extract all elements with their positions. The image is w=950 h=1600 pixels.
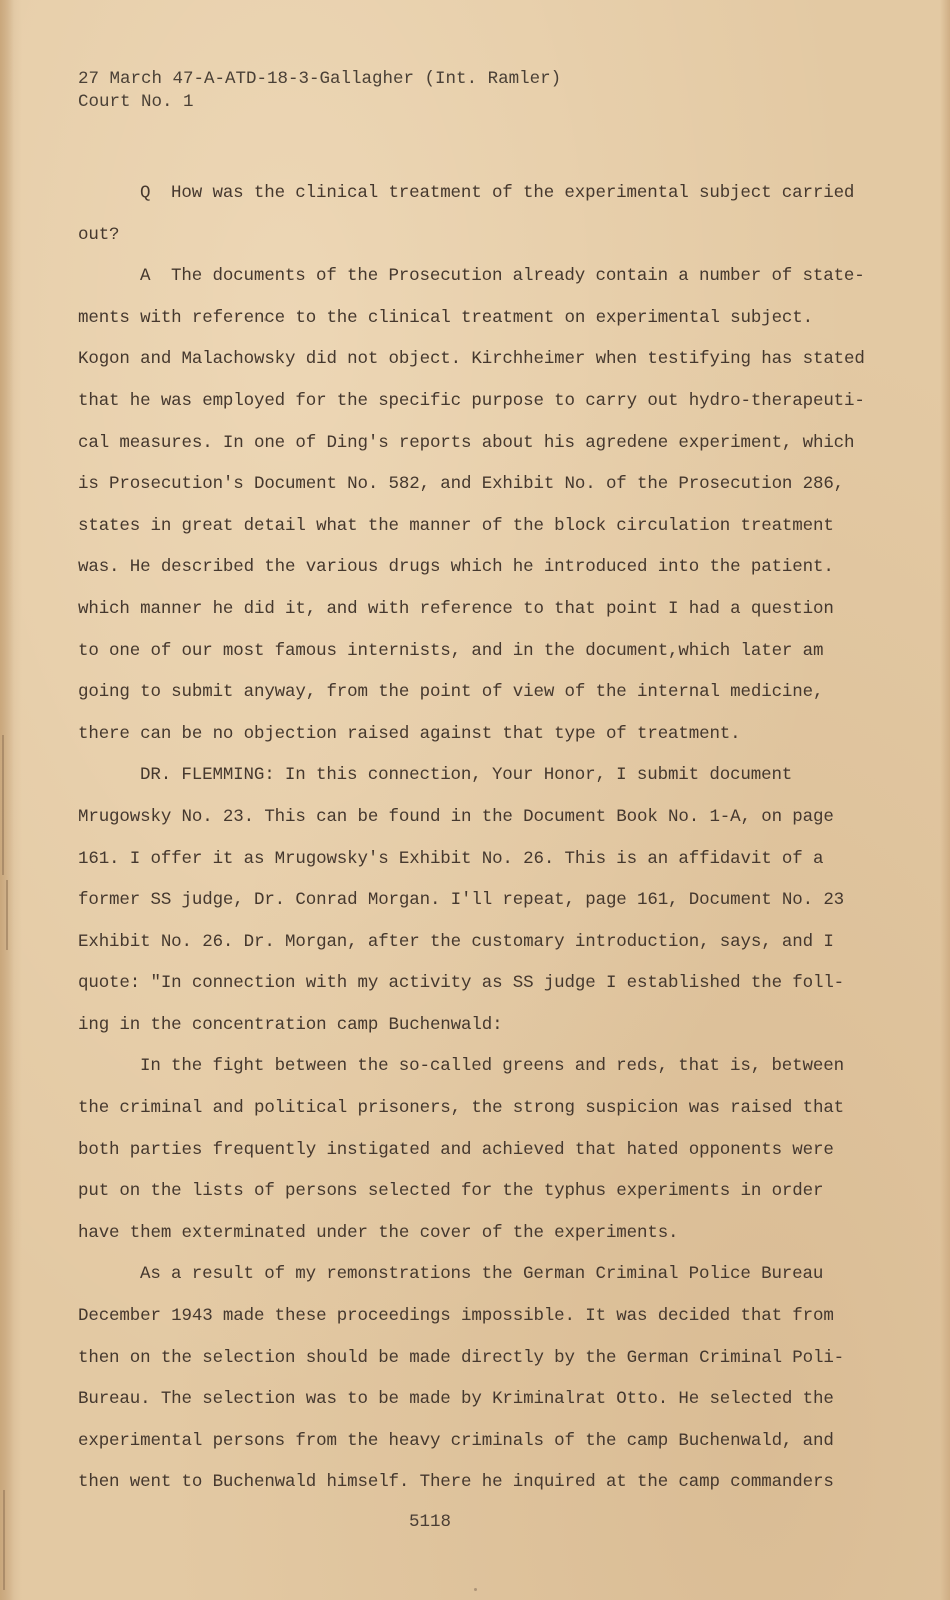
transcript-line: DR. FLEMMING: In this connection, Your Honor, I submit document xyxy=(140,765,793,786)
transcript-line: then on the selection should be made directly by the German Criminal Poli- xyxy=(78,1347,845,1368)
transcript-line: Mrugowsky No. 23. This can be found in the Document Book No. 1-A, on page xyxy=(78,806,834,827)
paper-tear-mark xyxy=(3,1490,5,1590)
transcript-line: former SS judge, Dr. Conrad Morgan. I'll repeat, page 161, Document No. 23 xyxy=(78,890,845,911)
transcript-line: December 1943 made these proceedings impossible. It was decided that from xyxy=(78,1306,834,1327)
transcript-line: is Prosecution's Document No. 582, and Exhibit No. of the Prosecution 286, xyxy=(78,474,845,495)
transcript-line: was. He described the various drugs which he introduced into the patient. xyxy=(78,557,834,578)
transcript-line: that he was employed for the specific purpose to carry out hydro-therapeuti- xyxy=(78,390,865,411)
transcript-line: As a result of my remonstrations the German Criminal Police Bureau xyxy=(140,1264,824,1285)
transcript-line: put on the lists of persons selected for the typhus experiments in order xyxy=(78,1181,824,1202)
transcript-line: A The documents of the Prosecution already contain a number of state- xyxy=(140,266,865,287)
transcript-line: ments with reference to the clinical treatment on experimental subject. xyxy=(78,307,813,328)
transcript-line: to one of our most famous internists, and in the document,which later am xyxy=(78,640,824,661)
transcript-line: the criminal and political prisoners, the strong suspicion was raised that xyxy=(78,1098,845,1119)
transcript-body xyxy=(78,173,873,1504)
transcript-line: have them exterminated under the cover of the experiments. xyxy=(78,1222,679,1243)
page-number: 5118 xyxy=(408,1512,451,1532)
document-header xyxy=(78,68,561,114)
paper-tear-mark xyxy=(2,735,4,875)
transcript-line: which manner he did it, and with reference to that point I had a question xyxy=(78,598,834,619)
transcript-line: Kogon and Malachowsky did not object. Kirchheimer when testifying has stated xyxy=(78,349,865,370)
transcript-line: cal measures. In one of Ding's reports about his agredene experiment, which xyxy=(78,432,855,453)
transcript-line: Q How was the clinical treatment of the experimental subject carried xyxy=(140,183,855,203)
transcript-line: quote: "In connection with my activity as SS judge I established the foll- xyxy=(78,973,845,994)
transcript-line: Exhibit No. 26. Dr. Morgan, after the customary introduction, says, and I xyxy=(78,931,834,952)
transcript-line: going to submit anyway, from the point of view of the internal medicine, xyxy=(78,682,824,703)
transcript-line: both parties frequently instigated and achieved that hated opponents were xyxy=(78,1139,834,1160)
transcript-line: In the fight between the so-called greens and reds, that is, between xyxy=(140,1056,844,1077)
header-court: Court No. 1 xyxy=(78,92,194,112)
transcript-line: then went to Buchenwald himself. There he inquired at the camp commanders xyxy=(78,1472,834,1493)
paper-speck xyxy=(474,1588,477,1591)
transcript-line: Bureau. The selection was to be made by Kriminalrat Otto. He selected the xyxy=(78,1389,834,1410)
paper-tear-mark xyxy=(6,880,8,950)
transcript-line: ing in the concentration camp Buchenwald: xyxy=(78,1014,503,1035)
paper-right-edge xyxy=(940,0,950,1600)
transcript-line: 161. I offer it as Mrugowsky's Exhibit No. 26. This is an affidavit of a xyxy=(78,848,824,869)
header-reference: 27 March 47-A-ATD-18-3-Gallagher (Int. Ramler) xyxy=(78,69,562,89)
transcript-line: out? xyxy=(78,224,120,245)
transcript-line: there can be no objection raised against that type of treatment. xyxy=(78,723,741,744)
transcript-line: experimental persons from the heavy criminals of the camp Buchenwald, and xyxy=(78,1430,834,1451)
transcript-line: states in great detail what the manner of the block circulation treatment xyxy=(78,515,834,536)
